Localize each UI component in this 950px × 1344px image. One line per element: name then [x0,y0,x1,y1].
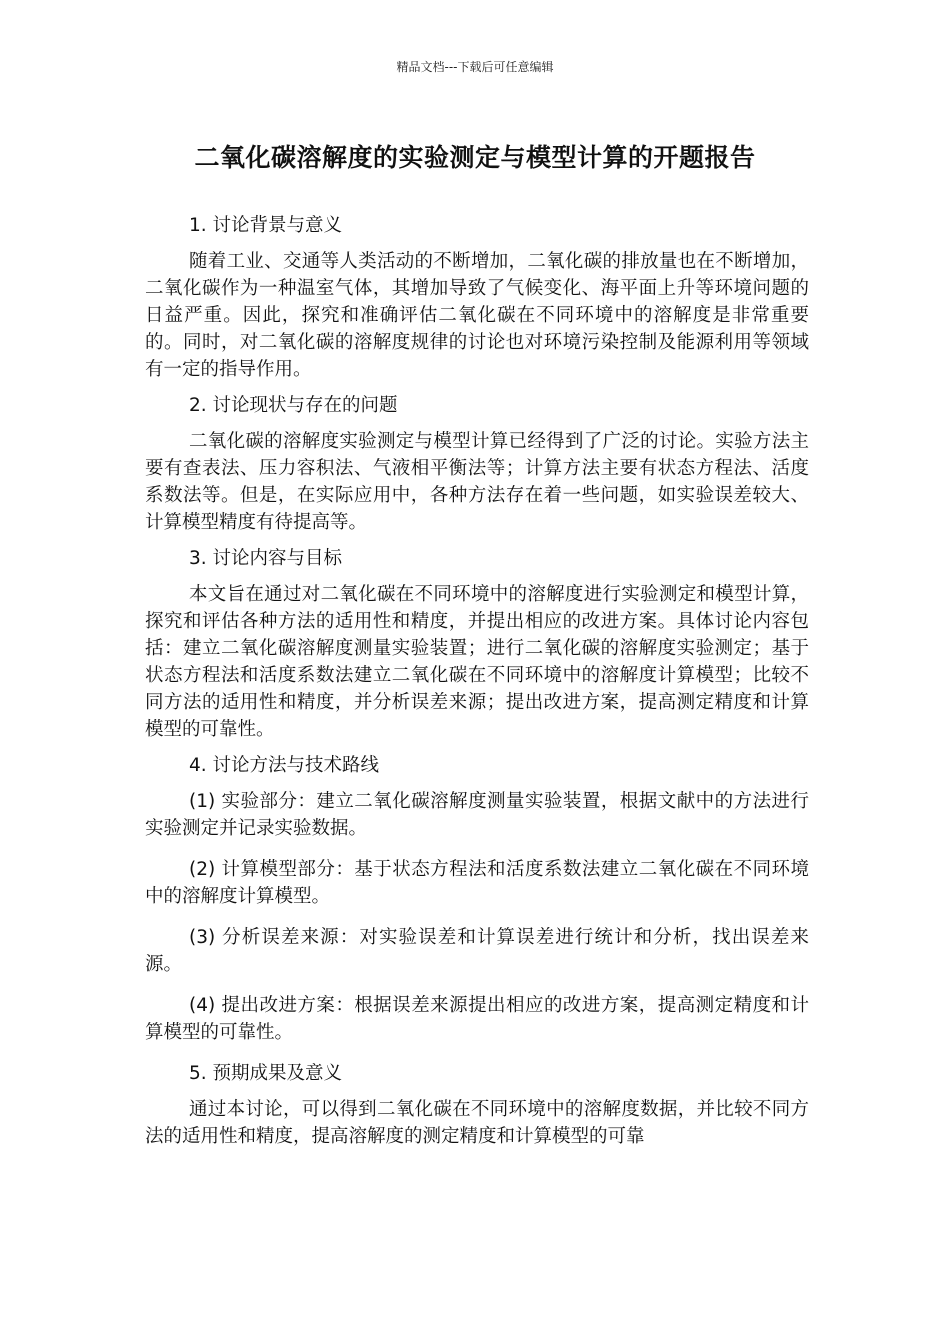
list-item: (1) 实验部分：建立二氧化碳溶解度测量实验装置，根据文献中的方法进行实验测定并记录实验数据。 [145,791,809,839]
section-status [145,392,809,536]
list-item: (3) 分析误差来源：对实验误差和计算误差进行统计和分析，找出误差来源。 [145,927,809,975]
document-title: 二氧化碳溶解度的实验测定与模型计算的开题报告 [194,143,756,172]
section-expected-results [145,1060,809,1150]
section-heading: 5. 预期成果及意义 [189,1063,343,1084]
paragraph: 二氧化碳的溶解度实验测定与模型计算已经得到了广泛的讨论。实验方法主要有查表法、压力容积法、气液相平衡法等；计算方法主要有状态方程法、活度系数法等。但是，在实际应用中，各种方法存在着一些问题，如实验误差较大、计算模型精度有待提高等。 [145,431,809,533]
section-methods [145,752,809,1046]
paragraph: 通过本讨论，可以得到二氧化碳在不同环境中的溶解度数据，并比较不同方法的适用性和精度，提高溶解度的测定精度和计算模型的可靠 [145,1099,809,1147]
header-note: 精品文档---下载后可任意编辑 [396,60,554,74]
paragraph: 本文旨在通过对二氧化碳在不同环境中的溶解度进行实验测定和模型计算，探究和评估各种方法的适用性和精度，并提出相应的改进方案。具体讨论内容包括：建立二氧化碳溶解度测量实验装置；进行二氧化碳的溶解度实验测定；基于状态方程法和活度系数法建立二氧化碳在不同环境中的溶解度计算模型；比较不同方法的适用性和精度，并分析误差来源；提出改进方案，提高测定精度和计算模型的可靠性。 [145,584,809,740]
list-item: (4) 提出改进方案：根据误差来源提出相应的改进方案，提高测定精度和计算模型的可靠性。 [145,995,809,1043]
section-heading: 1. 讨论背景与意义 [189,215,343,236]
section-heading: 3. 讨论内容与目标 [189,548,343,569]
list-item: (2) 计算模型部分：基于状态方程法和活度系数法建立二氧化碳在不同环境中的溶解度计算模型。 [145,859,809,907]
document-body [145,212,809,1159]
paragraph: 随着工业、交通等人类活动的不断增加，二氧化碳的排放量也在不断增加，二氧化碳作为一种温室气体，其增加导致了气候变化、海平面上升等环境问题的日益严重。因此，探究和准确评估二氧化碳在不同环境中的溶解度是非常重要的。同时，对二氧化碳的溶解度规律的讨论也对环境污染控制及能源利用等领域有一定的指导作用。 [145,251,809,380]
section-background [145,212,809,383]
section-heading: 4. 讨论方法与技术路线 [189,755,380,776]
section-content-goals [145,545,809,743]
section-heading: 2. 讨论现状与存在的问题 [189,395,398,416]
